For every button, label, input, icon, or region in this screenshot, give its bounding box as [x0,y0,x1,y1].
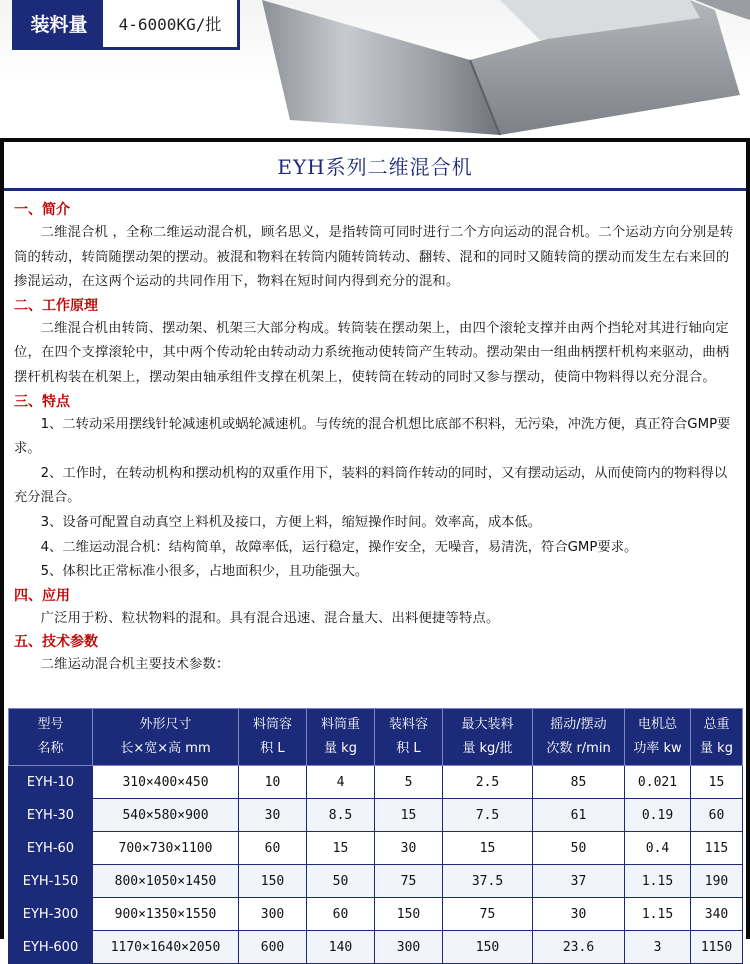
table-cell: 340 [691,898,743,931]
model-cell: EYH-150 [9,865,93,898]
table-cell: 900×1350×1550 [93,898,239,931]
table-cell: 15 [691,766,743,799]
model-cell: EYH-600 [9,931,93,964]
table-body [9,766,743,964]
table-cell: 15 [443,832,533,865]
model-cell: EYH-300 [9,898,93,931]
model-cell: EYH-30 [9,799,93,832]
table-cell: 300 [239,898,307,931]
table-header-cell: 最大装料 量 kg/批 [443,709,533,766]
table-row [9,832,743,865]
application-paragraph: 广泛用于粉、粒状物料的混和。具有混合迅速、混合量大、出料便捷等特点。 [40,610,500,626]
table-cell: 540×580×900 [93,799,239,832]
principle-paragraph: 二维混合机由转筒、摆动架、机架三大部分构成。转筒装在摆动架上，由四个滚轮支撑并由两个挡轮对其进行轴向定位，在四个支撑滚轮中，其中两个传动轮由转动动力系统拖动使转筒产生转动。摆动架由一组曲柄摆杆机构来驱动，曲柄摆杆机构装在机架上，摆动架由轴承组件支撑在机架上，使转筒在转动的同时又参与摆动，使筒中物料得以充分混合。 [14,320,730,385]
feature-item: 3、设备可配置自动真空上料机及接口，方便上料，缩短操作时间。效率高，成本低。 [40,514,542,530]
product-spec-document [0,138,750,955]
table-cell: 115 [691,832,743,865]
table-cell: 60 [307,898,375,931]
table-cell: 5 [375,766,443,799]
table-cell: 15 [375,799,443,832]
section-heading-features: 三、特点 [14,393,70,410]
product-photo [0,0,750,138]
table-cell: 37.5 [443,865,533,898]
document-title: EYH系列二维混合机 [4,142,746,191]
feature-item: 5、体积比正常标准小很多，占地面积少，且功能强大。 [40,564,369,580]
table-header-cell: 料筒重 量 kg [307,709,375,766]
table-cell: 61 [533,799,625,832]
table-cell: 1.15 [625,898,691,931]
table-cell: 0.19 [625,799,691,832]
table-row [9,865,743,898]
feature-item: 2、工作时，在转动机构和摆动机构的双重作用下，装料的料筒作转动的同时，又有摆动运动，从而使筒内的物料得以充分混合。 [14,465,728,506]
table-cell: 60 [239,832,307,865]
table-header-cell: 型号 名称 [9,709,93,766]
section-heading-application: 四、应用 [14,587,70,604]
table-row [9,766,743,799]
spec-table [8,708,743,964]
table-header-cell: 电机总 功率 kw [625,709,691,766]
table-cell: 140 [307,931,375,964]
section-heading-principle: 二、工作原理 [14,297,98,314]
table-cell: 150 [443,931,533,964]
model-cell: EYH-60 [9,832,93,865]
table-row [9,799,743,832]
table-row [9,931,743,964]
model-cell: EYH-10 [9,766,93,799]
table-header-cell: 总重 量 kg [691,709,743,766]
table-cell: 60 [691,799,743,832]
table-cell: 23.6 [533,931,625,964]
table-cell: 700×730×1100 [93,832,239,865]
table-header-cell: 外形尺寸 长×宽×高 mm [93,709,239,766]
table-cell: 600 [239,931,307,964]
intro-paragraph: 二维混合机 ，全称二维运动混合机，顾名思义，是指转筒可同时进行二个方向运动的混合机。二个运动方向分别是转筒的转动，转筒随摆动架的摆动。被混和物料在转筒内随转筒转动、翻转、混和的同时又随转筒的摆动而发生左右来回的掺混运动，在这两个运动的共同作用下，物料在短时间内得到充分的混和。 [14,225,734,290]
table-cell: 15 [307,832,375,865]
table-cell: 150 [239,865,307,898]
table-cell: 190 [691,865,743,898]
table-cell: 7.5 [443,799,533,832]
feature-item: 4、二维运动混合机：结构简单，故障率低，运行稳定，操作安全，无噪音，易清洗，符合GMP要求。 [40,539,638,555]
table-row [9,898,743,931]
table-header-cell: 装料容 积 L [375,709,443,766]
table-header-cell: 摇动/摆动 次数 r/min [533,709,625,766]
table-cell: 30 [375,832,443,865]
table-cell: 1150 [691,931,743,964]
table-cell: 8.5 [307,799,375,832]
table-cell: 800×1050×1450 [93,865,239,898]
table-cell: 10 [239,766,307,799]
table-cell: 150 [375,898,443,931]
table-cell: 75 [375,865,443,898]
table-cell: 30 [239,799,307,832]
table-cell: 0.021 [625,766,691,799]
table-cell: 85 [533,766,625,799]
table-cell: 3 [625,931,691,964]
table-cell: 75 [443,898,533,931]
table-cell: 1170×1640×2050 [93,931,239,964]
table-header-row [9,709,743,766]
table-cell: 0.4 [625,832,691,865]
table-cell: 37 [533,865,625,898]
table-cell: 50 [307,865,375,898]
table-cell: 2.5 [443,766,533,799]
table-cell: 1.15 [625,865,691,898]
section-heading-specs: 五、技术参数 [14,634,98,651]
table-cell: 50 [533,832,625,865]
capacity-badge [12,0,240,50]
specs-intro: 二维运动混合机主要技术参数： [40,657,230,673]
table-cell: 30 [533,898,625,931]
table-cell: 300 [375,931,443,964]
section-heading-intro: 一、简介 [14,202,70,218]
table-header-cell: 料筒容 积 L [239,709,307,766]
table-cell: 4 [307,766,375,799]
feature-item: 1、二转动采用摆线针轮减速机或蜗轮减速机。与传统的混合机想比底部不积料，无污染，冲洗方便，真正符合GMP要求。 [14,416,731,457]
capacity-value: 4-6000KG/批 [118,15,222,34]
document-body [4,191,746,678]
capacity-label: 装料量 [15,0,103,47]
table-cell: 310×400×450 [93,766,239,799]
